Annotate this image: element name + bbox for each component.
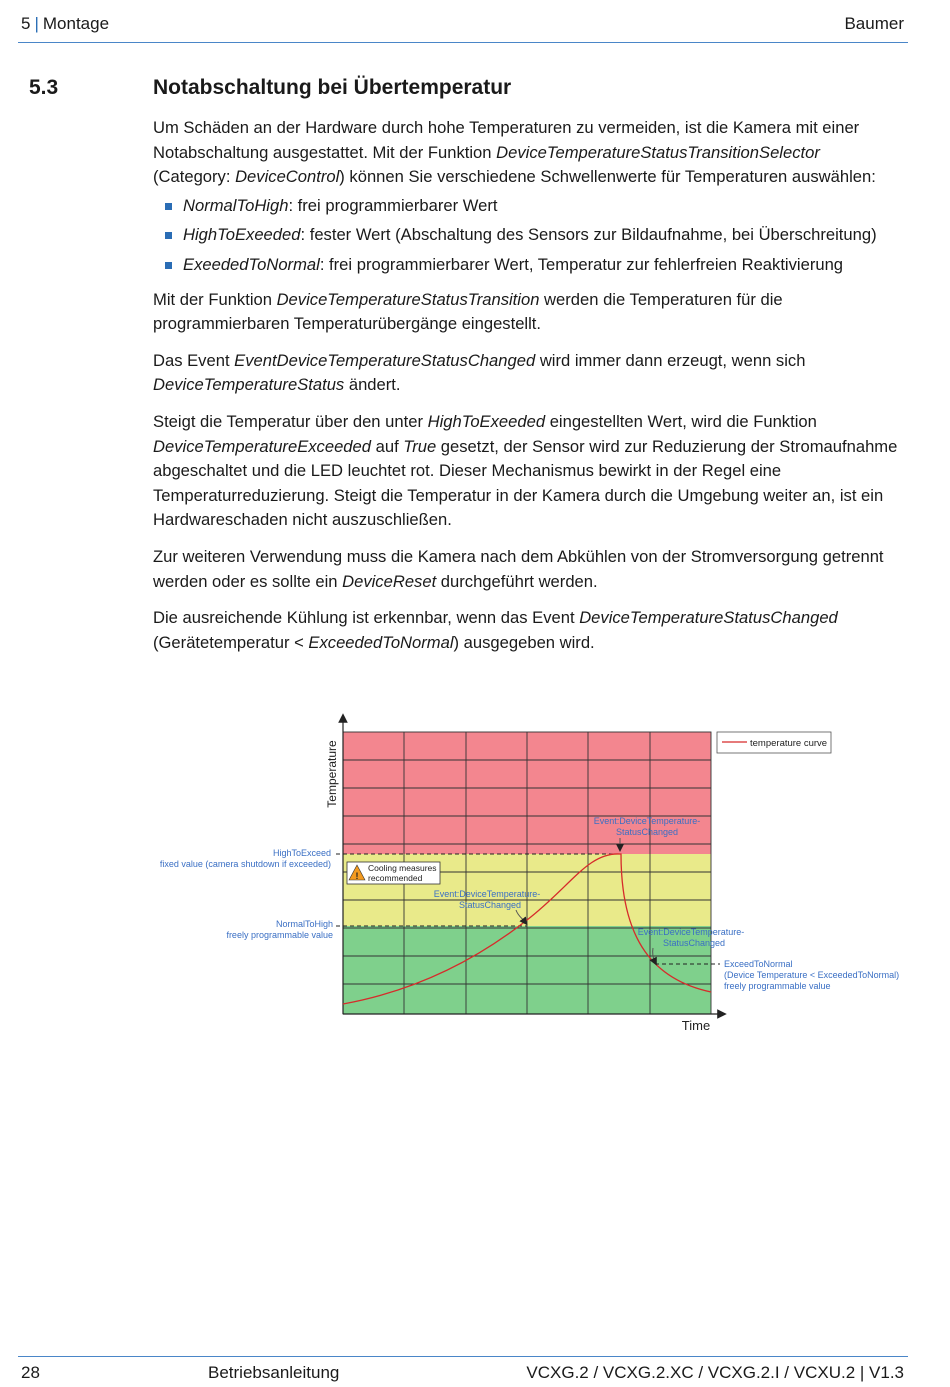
section-number: 5.3	[29, 76, 59, 99]
normal-label: NormalToHigh	[275, 919, 333, 929]
event-label-mid-2: StatusChanged	[458, 900, 522, 910]
paragraph-event	[153, 349, 898, 398]
header-separator: |	[34, 14, 39, 33]
warning-text-1: Cooling measures	[368, 863, 437, 873]
paragraph-cooling	[153, 606, 898, 655]
text-run: Um Schäden an der Hardware durch hohe Temperaturen zu vermeiden, ist die Kamera mit einer Notabschaltung ausgestattet. Mit der Funktion	[153, 118, 860, 162]
list-text: : frei programmierbarer Wert	[288, 195, 498, 215]
event-label-top-2: StatusChanged	[615, 827, 679, 837]
bullet-icon	[165, 232, 172, 239]
paragraph-transition	[153, 288, 898, 337]
text-run: werden die Temperaturen für die programmierbaren Temperaturübergänge eingestellt.	[153, 289, 783, 334]
text-run: durchgeführt werden.	[436, 571, 598, 591]
event-label-top: Event:DeviceTemperature-	[593, 816, 701, 826]
list-item	[153, 223, 898, 248]
text-run: ) ausgegeben wird.	[453, 632, 595, 652]
bullet-icon	[165, 203, 172, 210]
bullet-icon	[165, 262, 172, 269]
list-term: NormalToHigh	[183, 195, 289, 215]
footer-rule	[18, 1356, 908, 1357]
text-run: (Category:	[153, 167, 236, 187]
list-term: HighToExeeded	[183, 225, 301, 245]
text-run: Die ausreichende Kühlung ist erkennbar, wenn das Event	[153, 608, 580, 628]
text-run: eingestellten Wert, wird die Funktion	[545, 411, 817, 431]
normal-label-desc: freely programmable value	[226, 930, 333, 940]
status-name: DeviceTemperatureStatus	[153, 375, 345, 395]
header-brand: Baumer	[844, 14, 904, 33]
text-run: Das Event	[153, 350, 235, 370]
function-name: DeviceTemperatureStatusTransitionSelector	[496, 142, 820, 162]
text-run: Mit der Funktion	[153, 289, 277, 309]
text-run: ) können Sie verschiedene Schwellenwerte für Temperaturen auswählen:	[339, 167, 876, 187]
function-name: DeviceTemperatureStatusTransition	[276, 289, 540, 309]
footer-doc-type: Betriebsanleitung	[208, 1363, 340, 1382]
paragraph-exceed	[153, 410, 898, 533]
function-name: DeviceReset	[342, 571, 437, 591]
event-label-low-2: StatusChanged	[662, 938, 726, 948]
event-name: EventDeviceTemperatureStatusChanged	[234, 350, 536, 370]
exceed-label-note: freely programmable value	[724, 981, 831, 991]
threshold-name: HighToExeeded	[427, 411, 546, 431]
text-run: Zur weiteren Verwendung muss die Kamera nach dem Abkühlen von der Stromversorgung getrennt werden oder es sollte ein	[153, 546, 884, 591]
category-name: DeviceControl	[235, 167, 340, 187]
chapter-title: Montage	[42, 14, 110, 33]
footer-products: VCXG.2 / VCXG.2.XC / VCXG.2.I / VCXU.2 | V1.3	[526, 1363, 904, 1382]
list-item	[153, 253, 898, 278]
value-name: True	[403, 436, 437, 456]
threshold-name: ExceededToNormal	[308, 632, 454, 652]
text-run: Steigt die Temperatur über den unter	[153, 411, 428, 431]
header-rule	[18, 42, 908, 43]
text-run: ändert.	[344, 375, 401, 395]
page-number: 28	[21, 1363, 40, 1382]
paragraph-reset	[153, 545, 898, 594]
list-term: ExeededToNormal	[183, 254, 320, 274]
legend-label: temperature curve	[750, 738, 828, 749]
event-name: DeviceTemperatureStatusChanged	[579, 608, 838, 628]
section-title: Notabschaltung bei Übertemperatur	[153, 76, 512, 99]
high-label-desc: fixed value (camera shutdown if exceeded)	[159, 859, 331, 869]
list-text: : frei programmierbarer Wert, Temperatur zur fehlerfreien Reaktivierung	[319, 254, 844, 274]
chapter-number: 5	[21, 14, 31, 33]
warning-icon-mark: !	[355, 871, 359, 881]
temperature-diagram	[150, 712, 920, 1042]
list-item	[153, 194, 898, 219]
text-run: auf	[371, 436, 404, 456]
paragraph-intro	[153, 116, 898, 190]
threshold-list	[153, 194, 898, 278]
header-chapter	[21, 14, 109, 34]
body-text	[153, 116, 898, 667]
event-label-mid: Event:DeviceTemperature-	[433, 889, 541, 899]
warning-text-2: recommended	[368, 873, 423, 883]
list-text: : fester Wert (Abschaltung des Sensors zur Bildaufnahme, bei Überschreitung)	[300, 225, 877, 245]
exceed-label: ExceedToNormal	[724, 959, 793, 969]
exceed-label-desc: (Device Temperature < ExceededToNormal)	[724, 970, 900, 980]
text-run: gesetzt, der Sensor wird zur Reduzierung der Stromaufnahme abgeschaltet und die LED leuchtet rot. Dieser Mechanismus bewirkt in der Regel eine Temperaturreduzierung. Steigt die Temperatur in der Kamera durch die Umgebung weiter an, ist ein Hardwareschaden nicht auszuschließen.	[153, 436, 898, 530]
text-run: wird immer dann erzeugt, wenn sich	[535, 350, 806, 370]
function-name: DeviceTemperatureExceeded	[153, 436, 371, 456]
high-label: HighToExceed	[272, 848, 331, 858]
y-axis-label: Temperature	[325, 740, 339, 808]
event-label-low: Event:DeviceTemperature-	[637, 927, 745, 937]
x-axis-label: Time	[681, 1018, 711, 1033]
text-run: (Gerätetemperatur <	[153, 632, 309, 652]
